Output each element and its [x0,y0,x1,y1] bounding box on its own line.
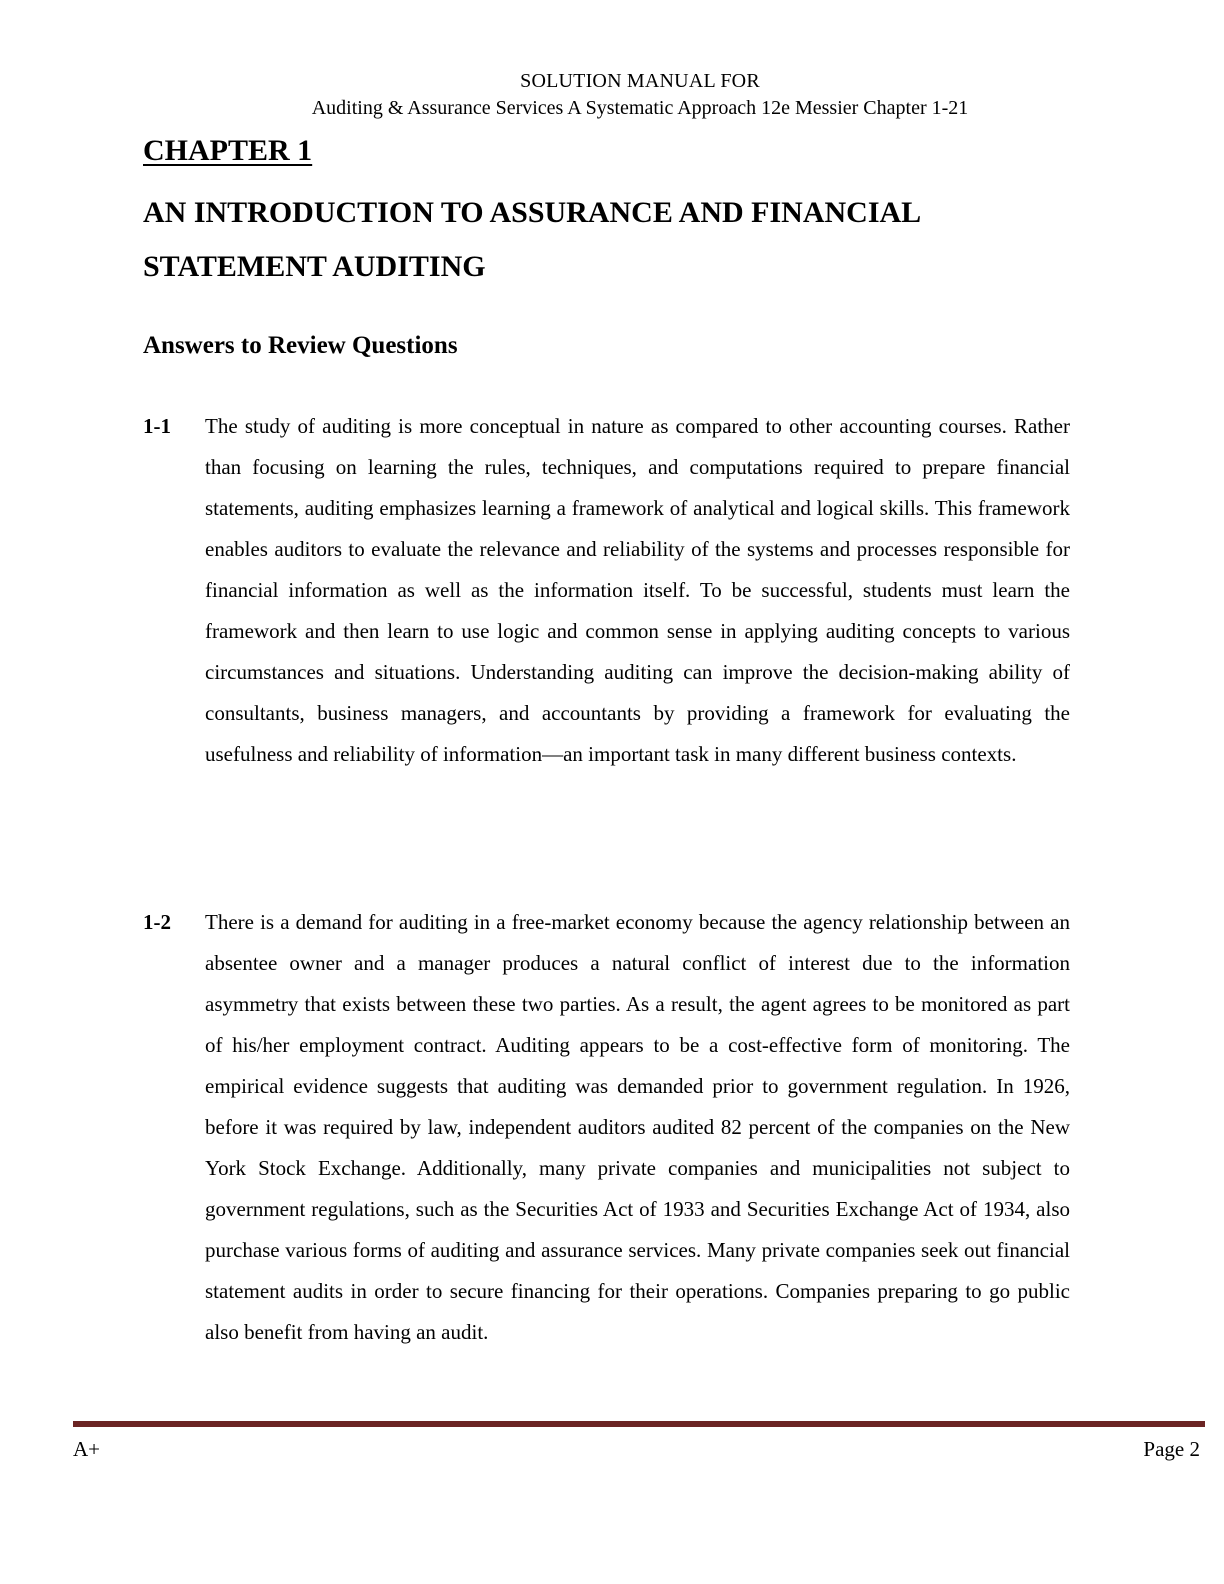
answer-text: There is a demand for auditing in a free-market economy because the agency relationship between an absentee owner and a manager produces a natural conflict of interest due to the information asymmetry that exists between these two parties. As a result, the agent agrees to be monitored as part of his/her employment contract. Auditing appears to be a cost-effective form of monitoring. The empirical evidence suggests that auditing was demanded prior to government regulation. In 1926, before it was required by law, independent auditors audited 82 percent of the companies on the New York Stock Exchange. Additionally, many private companies and municipalities not subject to government regulations, such as the Securities Act of 1933 and Securities Exchange Act of 1934, also purchase various forms of auditing and assurance services. Many private companies seek out financial statement audits in order to secure financing for their operations. Companies preparing to go public also benefit from having an audit. [205,910,1070,1344]
answer-text: The study of auditing is more conceptual in nature as compared to other accounting courses. Rather than focusing on learning the rules, techniques, and computations required to prepare financial statements, auditing emphasizes learning a framework of analytical and logical skills. This framework enables auditors to evaluate the relevance and reliability of the systems and processes responsible for financial information as well as the information itself. To be successful, students must learn the framework and then learn to use logic and common sense in applying auditing concepts to various circumstances and situations. Understanding auditing can improve the decision-making ability of consultants, business managers, and accountants by providing a framework for evaluating the usefulness and reliability of information—an important task in many different business contexts. [205,414,1070,766]
header-subtitle: Auditing & Assurance Services A Systematic Approach 12e Messier Chapter 1-21 [311,97,969,119]
answer-number: 1-2 [143,910,171,934]
answer-number: 1-1 [143,414,171,438]
answer-item [143,902,1070,1353]
section-heading: Answers to Review Questions [143,332,458,359]
footer-grade-label: A+ [73,1437,101,1461]
chapter-label: CHAPTER 1 [143,134,313,167]
footer-divider [73,1421,1205,1427]
chapter-title: AN INTRODUCTION TO ASSURANCE AND FINANCIAL STATEMENT AUDITING [143,196,920,283]
answer-item [143,406,1070,775]
header-title: SOLUTION MANUAL FOR [520,70,760,92]
page-number: Page 2 [1143,1437,1200,1461]
